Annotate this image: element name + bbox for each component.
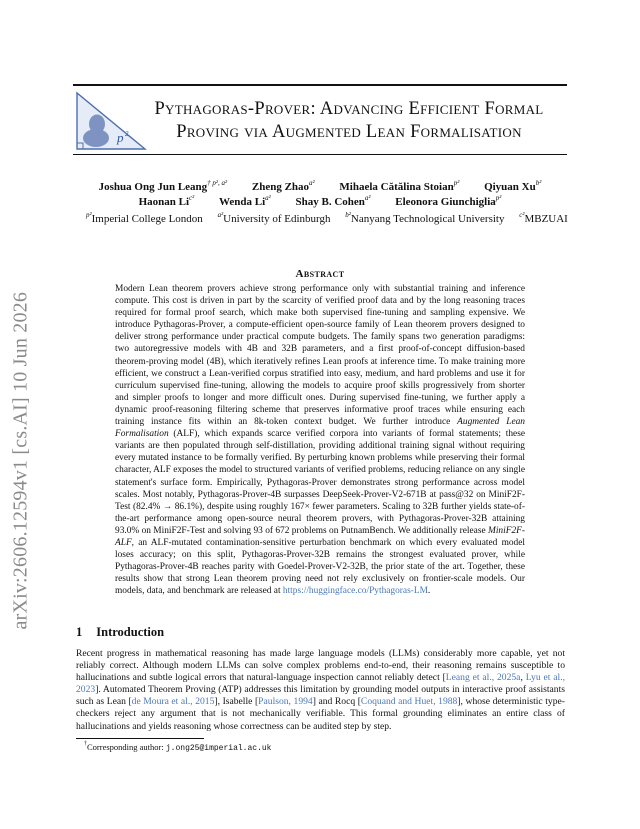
author (296, 196, 371, 208)
author-affil-mark: a² (265, 194, 271, 202)
affiliation-mark: p² (86, 211, 92, 219)
author-affil-mark: p² (495, 194, 502, 202)
citation-link[interactable]: Paulson, 1994 (258, 696, 313, 708)
author (139, 196, 195, 208)
author (252, 181, 315, 193)
author (395, 196, 501, 208)
author-affil-mark: a² (364, 194, 371, 202)
alf-term: Augmented Lean Formalisation (115, 417, 525, 440)
abstract-text: Modern Lean theorem provers achieve strong performance only with substantial training and inference compute. This cost is driven in part by the scarcity of verified proof data and by the long reasoning traces required for formal proof search, which make both supervised fine-tuning and sampling expensive. We introduce Pythagoras-Prover, a compute-efficient open-source family of Lean theorem provers designed to deliver strong performance under practical compute budgets. The family spans two generation paradigms: two autoregressive models with 4B and 32B parameters, and a first proof-of-concept diffusion-based theorem-proving model (4B), which iteratively refines Lean proofs at inference time. To make training more efficient, we construct a Lean-verified corpus stratified into easy, medium, and hard problems and use it for curriculum supervised fine-tuning, allowing the models to acquire proof skills progressively from shorter and simpler proofs to longer and more difficult ones. During supervised fine-tuning, we further apply a dynamic proof-reasoning filtering scheme that preserves informative proof traces while ensuring each training instance fits within an 8k-token context budget. We further introduce (115, 284, 525, 428)
author-affil-mark: b² (535, 179, 542, 187)
affiliation (86, 213, 203, 225)
citation-link[interactable]: Lyu et al., 2023 (76, 672, 566, 696)
citation-link[interactable]: de Moura et al., 2015 (131, 696, 215, 708)
author-affil-mark: † p², a² (207, 179, 228, 187)
intro-text: Recent progress in mathematical reasoning has made large language models (LLMs) considerably more capable, yet not reliably correct. Although modern LLMs can solve complex problems end-to-end, their reasoning remains susceptible to hallucinations and subtle logical errors that natural-language inspection cannot reliably detect [ (76, 648, 565, 684)
affiliations (80, 211, 568, 225)
author (219, 196, 271, 208)
affiliation-name: MBZUAI (524, 213, 568, 225)
footnote-marker: † (84, 741, 87, 747)
intro-text: ], Isabelle [ (214, 696, 259, 708)
paper-title (134, 98, 564, 144)
affiliation-name: Imperial College London (91, 213, 203, 225)
intro-text: ]. Automated Theorem Proving (ATP) addresses this limitation by grounding model outputs in interactive proof assistants such as Lean [ (76, 684, 565, 708)
abstract-end: . (427, 586, 431, 597)
affiliation-name: University of Edinburgh (223, 213, 331, 225)
affiliation-name: Nanyang Technological University (350, 213, 505, 225)
section-heading (76, 625, 164, 640)
logo-label: p (117, 130, 124, 145)
author-name: Eleonora Giunchiglia (395, 196, 496, 208)
affiliation (345, 213, 504, 225)
footnote-rule (76, 738, 204, 739)
release-link[interactable]: https://huggingface.co/Pythagoras-LM (282, 586, 428, 597)
affiliation-mark: a² (217, 211, 224, 219)
author (339, 181, 459, 193)
author-name: Shay B. Cohen (295, 196, 365, 208)
citation-link[interactable]: Leang et al., 2025a (445, 672, 521, 684)
author-name: Joshua Ong Jun Leang (98, 181, 208, 193)
author-row-1 (80, 181, 560, 193)
author-name: Wenda Li (218, 196, 266, 208)
author-name: Haonan Li (138, 196, 190, 208)
title-line-1: Pythagoras-Prover: Advancing Efficient Formal (154, 99, 544, 119)
citation-separator: , (520, 672, 526, 684)
author (99, 181, 227, 193)
abstract-text: (ALF), which expands scarce verified corpora into variants of formal statements; these variants are then populated through self-distillation, providing additional training signal without requiring every mutated instance to be formally verified. By perturbing known problems while preserving their formal character, ALF exposes the model to structured variants of verified problems, reducing reliance on any single statement's surface form. Empirically, Pythagoras-Prover demonstrates strong performance across model scales. Most notably, Pythagoras-Prover-4B surpasses DeepSeek-Prover-V2-671B at pass@32 on MiniF2F-Test (82.4% → 86.1%), despite using roughly 167× fewer parameters. Scaling to 32B further yields state-of-the-art performance among open-source neural theorem provers, with Pythagoras-Prover-32B attaining 93.0% on MiniF2F-Test and solving 93 of 672 problems on PutnamBench. We additionally release (115, 429, 525, 536)
author-name: Zheng Zhao (251, 181, 310, 193)
affiliation-mark: b² (345, 211, 351, 219)
title-bottom-rule (73, 154, 567, 155)
intro-text: ] and Rocq [ (312, 696, 361, 708)
abstract-text: , an ALF-mutated contamination-sensitive perturbation benchmark on which every evaluated model loses accuracy; on this split, Pythagoras-Prover-32B remains the strongest evaluated prover, while Pythagoras-Prover-4B reaches parity with Goedel-Prover-V2-32B, the prior state of the art. Together, these results show that strong Lean theorem proving need not rely exclusively on frontier-scale models. Our models, data, and benchmark are released at (115, 537, 525, 597)
section-number: 1 (76, 625, 83, 639)
abstract-heading: Abstract (295, 268, 345, 280)
author-name: Mihaela Cătălina Stoian (339, 181, 454, 193)
affiliation (218, 213, 331, 225)
arxiv-identifier: arXiv:2606.12594v1 [cs.AI] 10 Jun 2026 (9, 291, 32, 630)
corresponding-email: j.ong25@imperial.ac.uk (165, 744, 272, 753)
top-rule (73, 84, 567, 86)
footnote (84, 742, 271, 753)
affiliation-mark: c² (519, 211, 525, 219)
benchmark-name: MiniF2F-ALF (115, 525, 525, 548)
logo-superscript: 2 (125, 130, 129, 138)
author-affil-mark: c² (189, 194, 195, 202)
footnote-label: Corresponding author: (87, 742, 166, 752)
citation-link[interactable]: Coquand and Huet, 1988 (360, 696, 458, 708)
intro-text: ], whose deterministic type-checkers reject any argument that is not mechanically verifiable. This formal grounding eliminates an entire class of hallucinations and yields reasoning whose correctness can be audited step by step. (76, 696, 565, 732)
affiliation (519, 213, 568, 225)
author-name: Qiyuan Xu (484, 181, 536, 193)
section-title: Introduction (96, 625, 165, 639)
introduction-paragraph (76, 648, 565, 733)
title-line-2: Proving via Augmented Lean Formalisation (176, 122, 522, 142)
abstract-body (115, 283, 525, 597)
author-affil-mark: a² (309, 179, 315, 187)
author (484, 181, 541, 193)
author-row-2 (80, 196, 560, 208)
author-affil-mark: p² (453, 179, 460, 187)
